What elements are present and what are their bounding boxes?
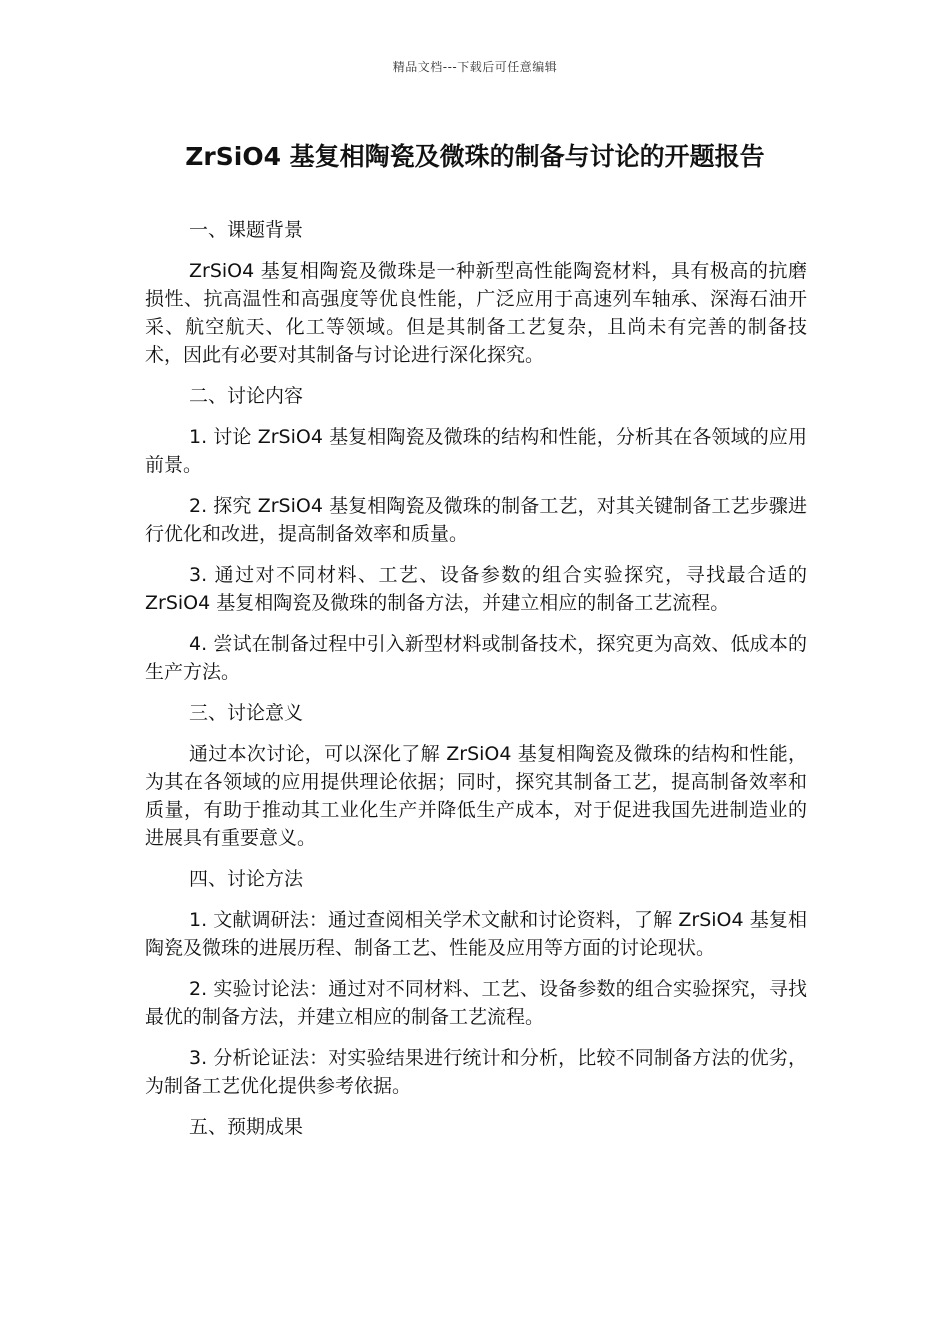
method-item-2: 2. 实验讨论法：通过对不同材料、工艺、设备参数的组合实验探究，寻找最优的制备方法，并建立相应的制备工艺流程。 <box>145 978 807 1028</box>
section-heading-content: 二、讨论内容 <box>189 385 304 407</box>
method-item-3: 3. 分析论证法：对实验结果进行统计和分析，比较不同制备方法的优劣，为制备工艺优化提供参考依据。 <box>145 1047 807 1097</box>
section-heading-methods: 四、讨论方法 <box>189 868 304 890</box>
section-heading-background: 一、课题背景 <box>189 219 304 241</box>
header-note: 精品文档---下载后可任意编辑 <box>392 60 558 74</box>
background-paragraph: ZrSiO4 基复相陶瓷及微珠是一种新型高性能陶瓷材料，具有极高的抗磨损性、抗高温性和高强度等优良性能，广泛应用于高速列车轴承、深海石油开采、航空航天、化工等领域。但是其制备工艺复杂，且尚未有完善的制备技术，因此有必要对其制备与讨论进行深化探究。 <box>145 260 807 366</box>
content-item-2: 2. 探究 ZrSiO4 基复相陶瓷及微珠的制备工艺，对其关键制备工艺步骤进行优化和改进，提高制备效率和质量。 <box>145 495 807 545</box>
content-item-3: 3. 通过对不同材料、工艺、设备参数的组合实验探究，寻找最合适的 ZrSiO4 基复相陶瓷及微珠的制备方法，并建立相应的制备工艺流程。 <box>145 564 807 614</box>
document-title: ZrSiO4 基复相陶瓷及微珠的制备与讨论的开题报告 <box>185 142 765 171</box>
significance-paragraph: 通过本次讨论，可以深化了解 ZrSiO4 基复相陶瓷及微珠的结构和性能，为其在各领域的应用提供理论依据；同时，探究其制备工艺，提高制备效率和质量，有助于推动其工业化生产并降低生产成本，对于促进我国先进制造业的进展具有重要意义。 <box>145 743 807 849</box>
content-item-1: 1. 讨论 ZrSiO4 基复相陶瓷及微珠的结构和性能，分析其在各领域的应用前景。 <box>145 426 807 476</box>
content-item-4: 4. 尝试在制备过程中引入新型材料或制备技术，探究更为高效、低成本的生产方法。 <box>145 633 807 683</box>
section-heading-significance: 三、讨论意义 <box>189 702 304 724</box>
document-body <box>145 216 807 1154</box>
method-item-1: 1. 文献调研法：通过查阅相关学术文献和讨论资料，了解 ZrSiO4 基复相陶瓷及微珠的进展历程、制备工艺、性能及应用等方面的讨论现状。 <box>145 909 807 959</box>
section-heading-results: 五、预期成果 <box>189 1116 304 1138</box>
